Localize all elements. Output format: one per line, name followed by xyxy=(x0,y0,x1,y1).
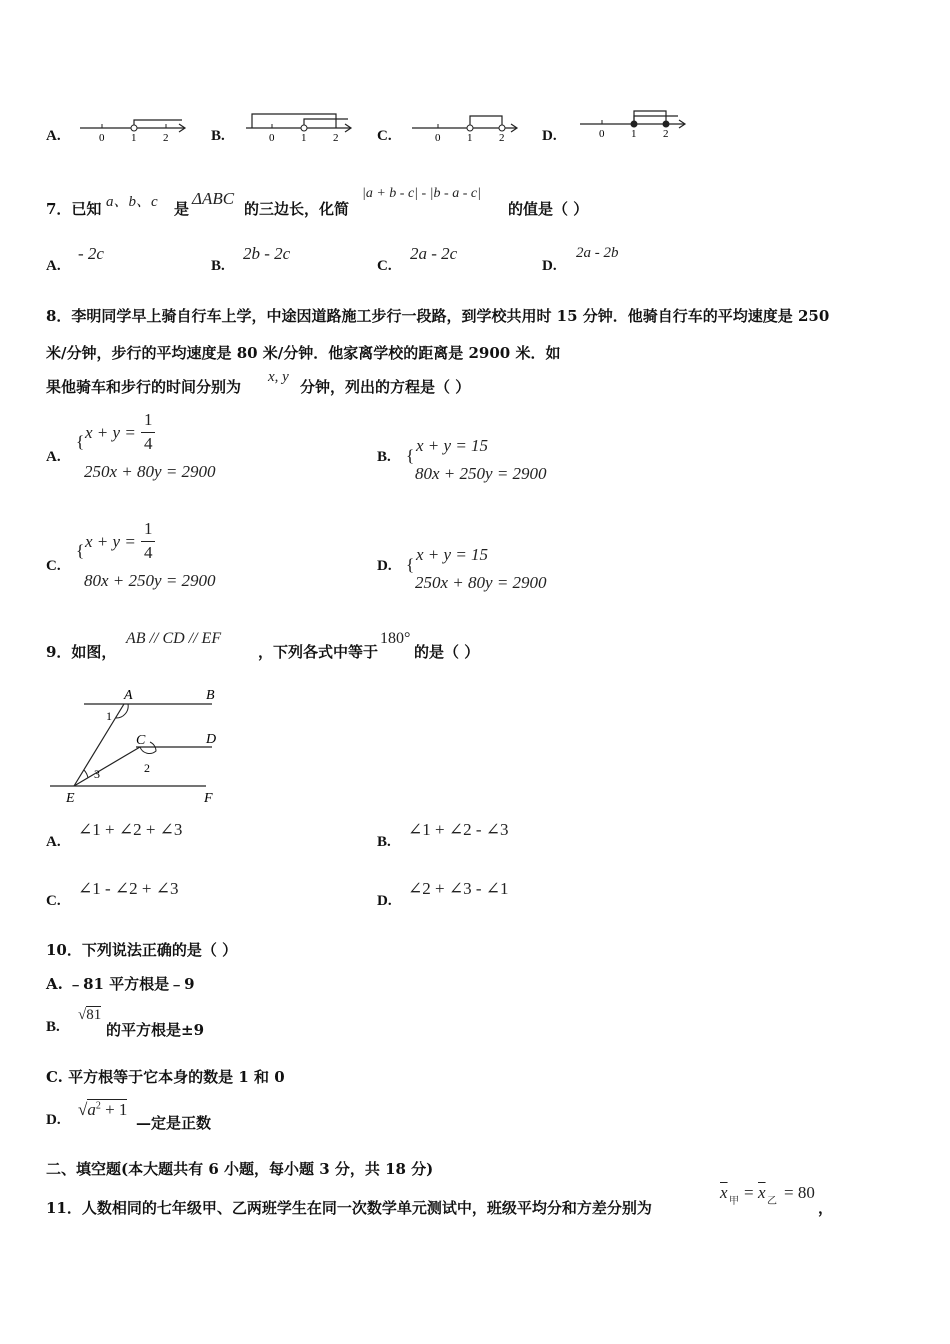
q10-option-b-radical: √81 xyxy=(78,1007,102,1023)
q8-option-d-label: D. xyxy=(377,558,392,574)
q9-parallel-lines-figure xyxy=(44,680,234,808)
q8-option-d-brace: { xyxy=(406,555,415,574)
q6-a-tick-0: 0 xyxy=(99,132,105,144)
q10-option-d-exp: 2 xyxy=(95,1100,101,1112)
q6-option-c-numberline xyxy=(410,110,522,144)
q10-option-b-text: 的平方根是±9 xyxy=(106,1021,205,1039)
q9-option-b-label: B. xyxy=(377,834,391,850)
q8-option-a-fracbar xyxy=(141,432,155,433)
q9-option-d-label: D. xyxy=(377,893,392,909)
q6-b-tick-2: 2 xyxy=(333,132,339,144)
q11-value: = 80 xyxy=(784,1183,815,1202)
q8-option-c-fracbar xyxy=(141,541,155,542)
q9-value: 180° xyxy=(380,630,411,647)
q10-option-d-rest: + 1 xyxy=(100,1100,128,1119)
q6-option-c-label: C. xyxy=(377,128,392,144)
q9-prefix: 9．如图， xyxy=(46,643,117,661)
q8-option-d-eq1: x + y = 15 xyxy=(416,545,489,564)
q8-option-d-eq2: 250x + 80y = 2900 xyxy=(415,573,547,592)
point-e-label: E xyxy=(66,791,75,806)
q8-option-b-eq2: 80x + 250y = 2900 xyxy=(415,464,547,483)
q8-option-b-label: B. xyxy=(377,449,391,465)
q10-option-d-radical: $√a^2 + 1$ xyxy=(78,1100,128,1119)
q6-option-b-numberline xyxy=(244,108,356,144)
q6-d-tick-2: 2 xyxy=(663,128,669,140)
line-ec xyxy=(74,747,140,786)
q8-option-a-den: 4 xyxy=(144,434,153,453)
point-f-label: F xyxy=(204,791,213,806)
section-2-heading: 二、填空题(本大题共有 6 小题，每小题 3 分，共 18 分) xyxy=(46,1160,434,1178)
q7-option-d-label: D. xyxy=(542,258,557,274)
point-d-label: D xyxy=(206,732,217,747)
q10-option-d-base: a xyxy=(87,1100,96,1119)
q10-stem: 10．下列说法正确的是（ ） xyxy=(46,941,238,959)
q8-line1: 8．李明同学早上骑自行车上学，中途因道路施工步行一段路，到学校共用时 15 分钟．他骑自行车的平均速度是 250 xyxy=(46,307,830,325)
q9-option-d: ∠2 + ∠3 - ∠1 xyxy=(408,879,509,898)
q6-option-a-numberline xyxy=(78,112,190,144)
q7-is: 是 xyxy=(174,200,190,218)
q8-option-c-label: C. xyxy=(46,558,61,574)
q6-option-a-label: A. xyxy=(46,128,61,144)
q10-option-b-radicand: 81 xyxy=(86,1007,102,1023)
q7-option-b-label: B. xyxy=(211,258,225,274)
q6-option-d-label: D. xyxy=(542,128,557,144)
q7-option-c-label: C. xyxy=(377,258,392,274)
q8-option-c-eq1: x + y = xyxy=(85,532,136,551)
q7-triangle: ΔABC xyxy=(192,189,235,208)
q7-option-a-label: A. xyxy=(46,258,61,274)
q7-vars: a、b、c xyxy=(106,194,158,210)
q8-option-c-eq2: 80x + 250y = 2900 xyxy=(84,571,216,590)
q11-tail: ， xyxy=(818,1199,834,1217)
q8-option-c-num: 1 xyxy=(144,519,153,538)
q6-a-tick-2: 2 xyxy=(163,132,169,144)
angle-3-arc xyxy=(84,770,88,778)
q8-option-b-eq1: x + y = 15 xyxy=(416,436,489,455)
q8-option-c-brace: { xyxy=(76,541,85,560)
q9-option-c-label: C. xyxy=(46,893,61,909)
q10-option-a: A. ﹣81 平方根是﹣9 xyxy=(46,975,195,993)
q7-prefix: 7．已知 xyxy=(46,200,102,218)
q11-text: 11．人数相同的七年级甲、乙两班学生在同一次数学单元测试中，班级平均分和方差分别为 xyxy=(46,1199,652,1217)
q8-option-c-den: 4 xyxy=(144,543,153,562)
q6-a-tick-1: 1 xyxy=(131,132,137,144)
q6-d-tick-0: 0 xyxy=(599,128,605,140)
angle-2-label: 2 xyxy=(144,761,150,775)
q6-c-tick-0: 0 xyxy=(435,132,441,144)
q9-suffix: 的是（ ） xyxy=(414,643,480,661)
q8-line3-vars: x, y xyxy=(268,369,289,385)
q6-c-tick-2: 2 xyxy=(499,132,505,144)
angle-3-label: 3 xyxy=(94,767,100,781)
q11-eq: = xyxy=(744,1183,754,1202)
q10-option-c: C. 平方根等于它本身的数是 1 和 0 xyxy=(46,1068,285,1086)
q8-option-a-brace: { xyxy=(76,432,85,451)
q7-mid: 的三边长，化简 xyxy=(244,200,350,218)
q9-option-c: ∠1 - ∠2 + ∠3 xyxy=(78,879,179,898)
q8-line2: 米/分钟，步行的平均速度是 80 米/分钟．他家离学校的距离是 2900 米．如 xyxy=(46,344,561,362)
q6-b-tick-1: 1 xyxy=(301,132,307,144)
q10-option-b-label: B. xyxy=(46,1019,60,1035)
q7-option-d: 2a - 2b xyxy=(576,245,619,261)
q6-c-tick-1: 1 xyxy=(467,132,473,144)
q6-b-tick-0: 0 xyxy=(269,132,275,144)
angle-1-label: 1 xyxy=(106,709,112,723)
q11-x-jia: $\overline{x}$ xyxy=(720,1183,728,1202)
point-b-label: B xyxy=(206,688,215,703)
q10-option-d-label: D. xyxy=(46,1112,61,1128)
q7-option-a: - 2c xyxy=(78,244,104,263)
q9-option-a: ∠1 + ∠2 + ∠3 xyxy=(78,820,183,839)
q6-option-d-numberline xyxy=(578,106,690,140)
q11-x-yi: $\overline{x}$ xyxy=(758,1183,766,1202)
q9-mid: ，下列各式中等于 xyxy=(258,643,379,661)
q9-condition: AB // CD // EF xyxy=(126,630,222,647)
q8-option-a-label: A. xyxy=(46,449,61,465)
q7-expression: |a + b - c| - |b - a - c| xyxy=(362,186,481,201)
q7-option-c: 2a - 2c xyxy=(410,244,458,263)
q9-option-b: ∠1 + ∠2 - ∠3 xyxy=(408,820,509,839)
q6-option-b-label: B. xyxy=(211,128,225,144)
q7-suffix: 的值是（ ） xyxy=(508,200,589,218)
q8-option-a-eq2: 250x + 80y = 2900 xyxy=(84,462,216,481)
q11-sub-yi: 乙 xyxy=(767,1196,777,1207)
q8-option-b-brace: { xyxy=(406,446,415,465)
point-c-label: C xyxy=(136,733,146,748)
q6-d-tick-1: 1 xyxy=(631,128,637,140)
q11-sub-jia: 甲 xyxy=(729,1196,739,1207)
q10-option-d-text: —定是正数 xyxy=(136,1114,212,1132)
q8-option-a-eq1: x + y = xyxy=(85,423,136,442)
q8-line3b: 分钟，列出的方程是（ ） xyxy=(300,378,471,396)
q8-option-a-num: 1 xyxy=(144,410,153,429)
q7-option-b: 2b - 2c xyxy=(243,244,291,263)
q8-line3a: 果他骑车和步行的时间分别为 xyxy=(46,378,242,396)
q9-option-a-label: A. xyxy=(46,834,61,850)
point-a-label: A xyxy=(124,688,133,703)
